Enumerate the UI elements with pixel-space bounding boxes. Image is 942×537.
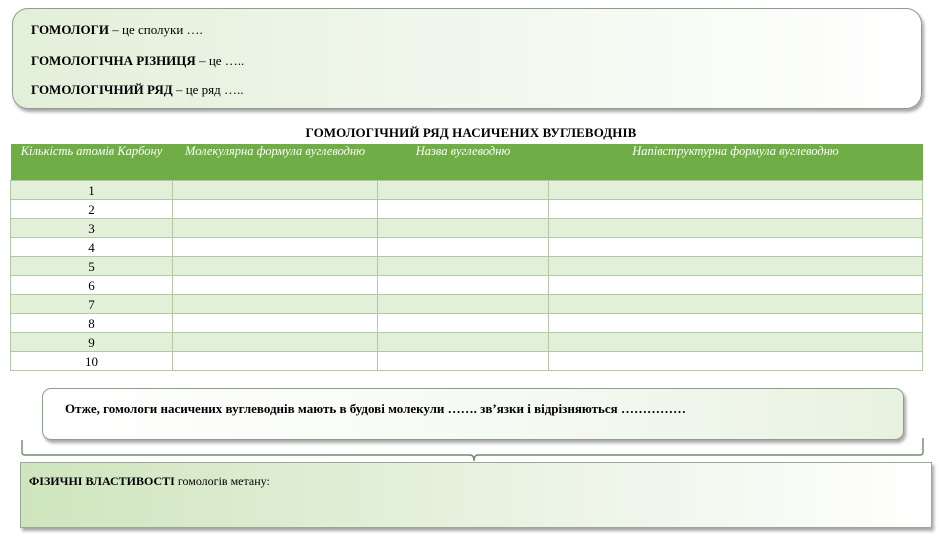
carbon-count-cell: 5 <box>11 257 173 276</box>
carbon-count-cell: 8 <box>11 314 173 333</box>
semi-structural-formula-cell[interactable] <box>549 238 923 257</box>
homologous-difference-text: – це ….. <box>195 53 245 68</box>
header-name: Назва вуглеводню <box>378 144 549 181</box>
molecular-formula-cell[interactable] <box>173 352 378 371</box>
molecular-formula-cell[interactable] <box>173 219 378 238</box>
physical-properties-term: ФІЗИЧНІ ВЛАСТИВОСТІ <box>29 474 175 488</box>
header-carbon-count: Кількість атомів Карбону <box>11 144 173 181</box>
table-row <box>11 352 923 371</box>
table-row <box>11 333 923 352</box>
table-row <box>11 181 923 200</box>
carbon-count-cell: 6 <box>11 276 173 295</box>
table-row <box>11 238 923 257</box>
homologs-term: ГОМОЛОГИ <box>31 22 109 37</box>
molecular-formula-cell[interactable] <box>173 238 378 257</box>
name-cell[interactable] <box>378 200 549 219</box>
homologous-series-definition <box>31 82 244 98</box>
semi-structural-formula-cell[interactable] <box>549 181 923 200</box>
molecular-formula-cell[interactable] <box>173 181 378 200</box>
semi-structural-formula-cell[interactable] <box>549 352 923 371</box>
carbon-count-cell: 10 <box>11 352 173 371</box>
name-cell[interactable] <box>378 333 549 352</box>
header-semi-structural-formula: Напівструктурна формула вуглеводню <box>549 144 923 181</box>
semi-structural-formula-cell[interactable] <box>549 219 923 238</box>
homologs-text: – це сполуки …. <box>108 22 203 37</box>
name-cell[interactable] <box>378 257 549 276</box>
homologous-series-table <box>10 144 923 371</box>
header-molecular-formula: Молекулярна формула вуглеводню <box>173 144 378 181</box>
table-row <box>11 276 923 295</box>
physical-properties-text <box>29 474 270 489</box>
molecular-formula-cell[interactable] <box>173 257 378 276</box>
physical-properties-rest: гомологів метану: <box>174 474 270 488</box>
name-cell[interactable] <box>378 352 549 371</box>
molecular-formula-cell[interactable] <box>173 295 378 314</box>
name-cell[interactable] <box>378 276 549 295</box>
table-row <box>11 200 923 219</box>
carbon-count-cell: 1 <box>11 181 173 200</box>
semi-structural-formula-cell[interactable] <box>549 257 923 276</box>
table-row <box>11 314 923 333</box>
molecular-formula-cell[interactable] <box>173 333 378 352</box>
carbon-count-cell: 9 <box>11 333 173 352</box>
semi-structural-formula-cell[interactable] <box>549 314 923 333</box>
table-title: ГОМОЛОГІЧНИЙ РЯД НАСИЧЕНИХ ВУГЛЕВОДНІВ <box>305 125 637 140</box>
carbon-count-cell: 3 <box>11 219 173 238</box>
semi-structural-formula-cell[interactable] <box>549 295 923 314</box>
table-row <box>11 295 923 314</box>
carbon-count-cell: 7 <box>11 295 173 314</box>
molecular-formula-cell[interactable] <box>173 276 378 295</box>
name-cell[interactable] <box>378 219 549 238</box>
table-row <box>11 219 923 238</box>
name-cell[interactable] <box>378 295 549 314</box>
table-header-row <box>11 144 923 181</box>
semi-structural-formula-cell[interactable] <box>549 200 923 219</box>
name-cell[interactable] <box>378 181 549 200</box>
molecular-formula-cell[interactable] <box>173 314 378 333</box>
physical-properties-box <box>20 462 932 528</box>
homologous-difference-term: ГОМОЛОГІЧНА РІЗНИЦЯ <box>31 53 196 68</box>
name-cell[interactable] <box>378 314 549 333</box>
molecular-formula-cell[interactable] <box>173 200 378 219</box>
homologous-series-term: ГОМОЛОГІЧНИЙ РЯД <box>31 82 173 97</box>
semi-structural-formula-cell[interactable] <box>549 276 923 295</box>
semi-structural-formula-cell[interactable] <box>549 333 923 352</box>
brace-connector <box>0 430 942 464</box>
carbon-count-cell: 2 <box>11 200 173 219</box>
conclusion-text: Отже, гомологи насичених вуглеводнів мають в будові молекули ……. зв’язки і відрізняються …………… <box>65 401 686 416</box>
homologous-difference-definition <box>31 53 244 69</box>
carbon-count-cell: 4 <box>11 238 173 257</box>
homologs-definition <box>31 22 203 38</box>
definitions-box <box>12 8 922 109</box>
table-row <box>11 257 923 276</box>
homologous-series-text: – це ряд ….. <box>172 82 244 97</box>
name-cell[interactable] <box>378 238 549 257</box>
